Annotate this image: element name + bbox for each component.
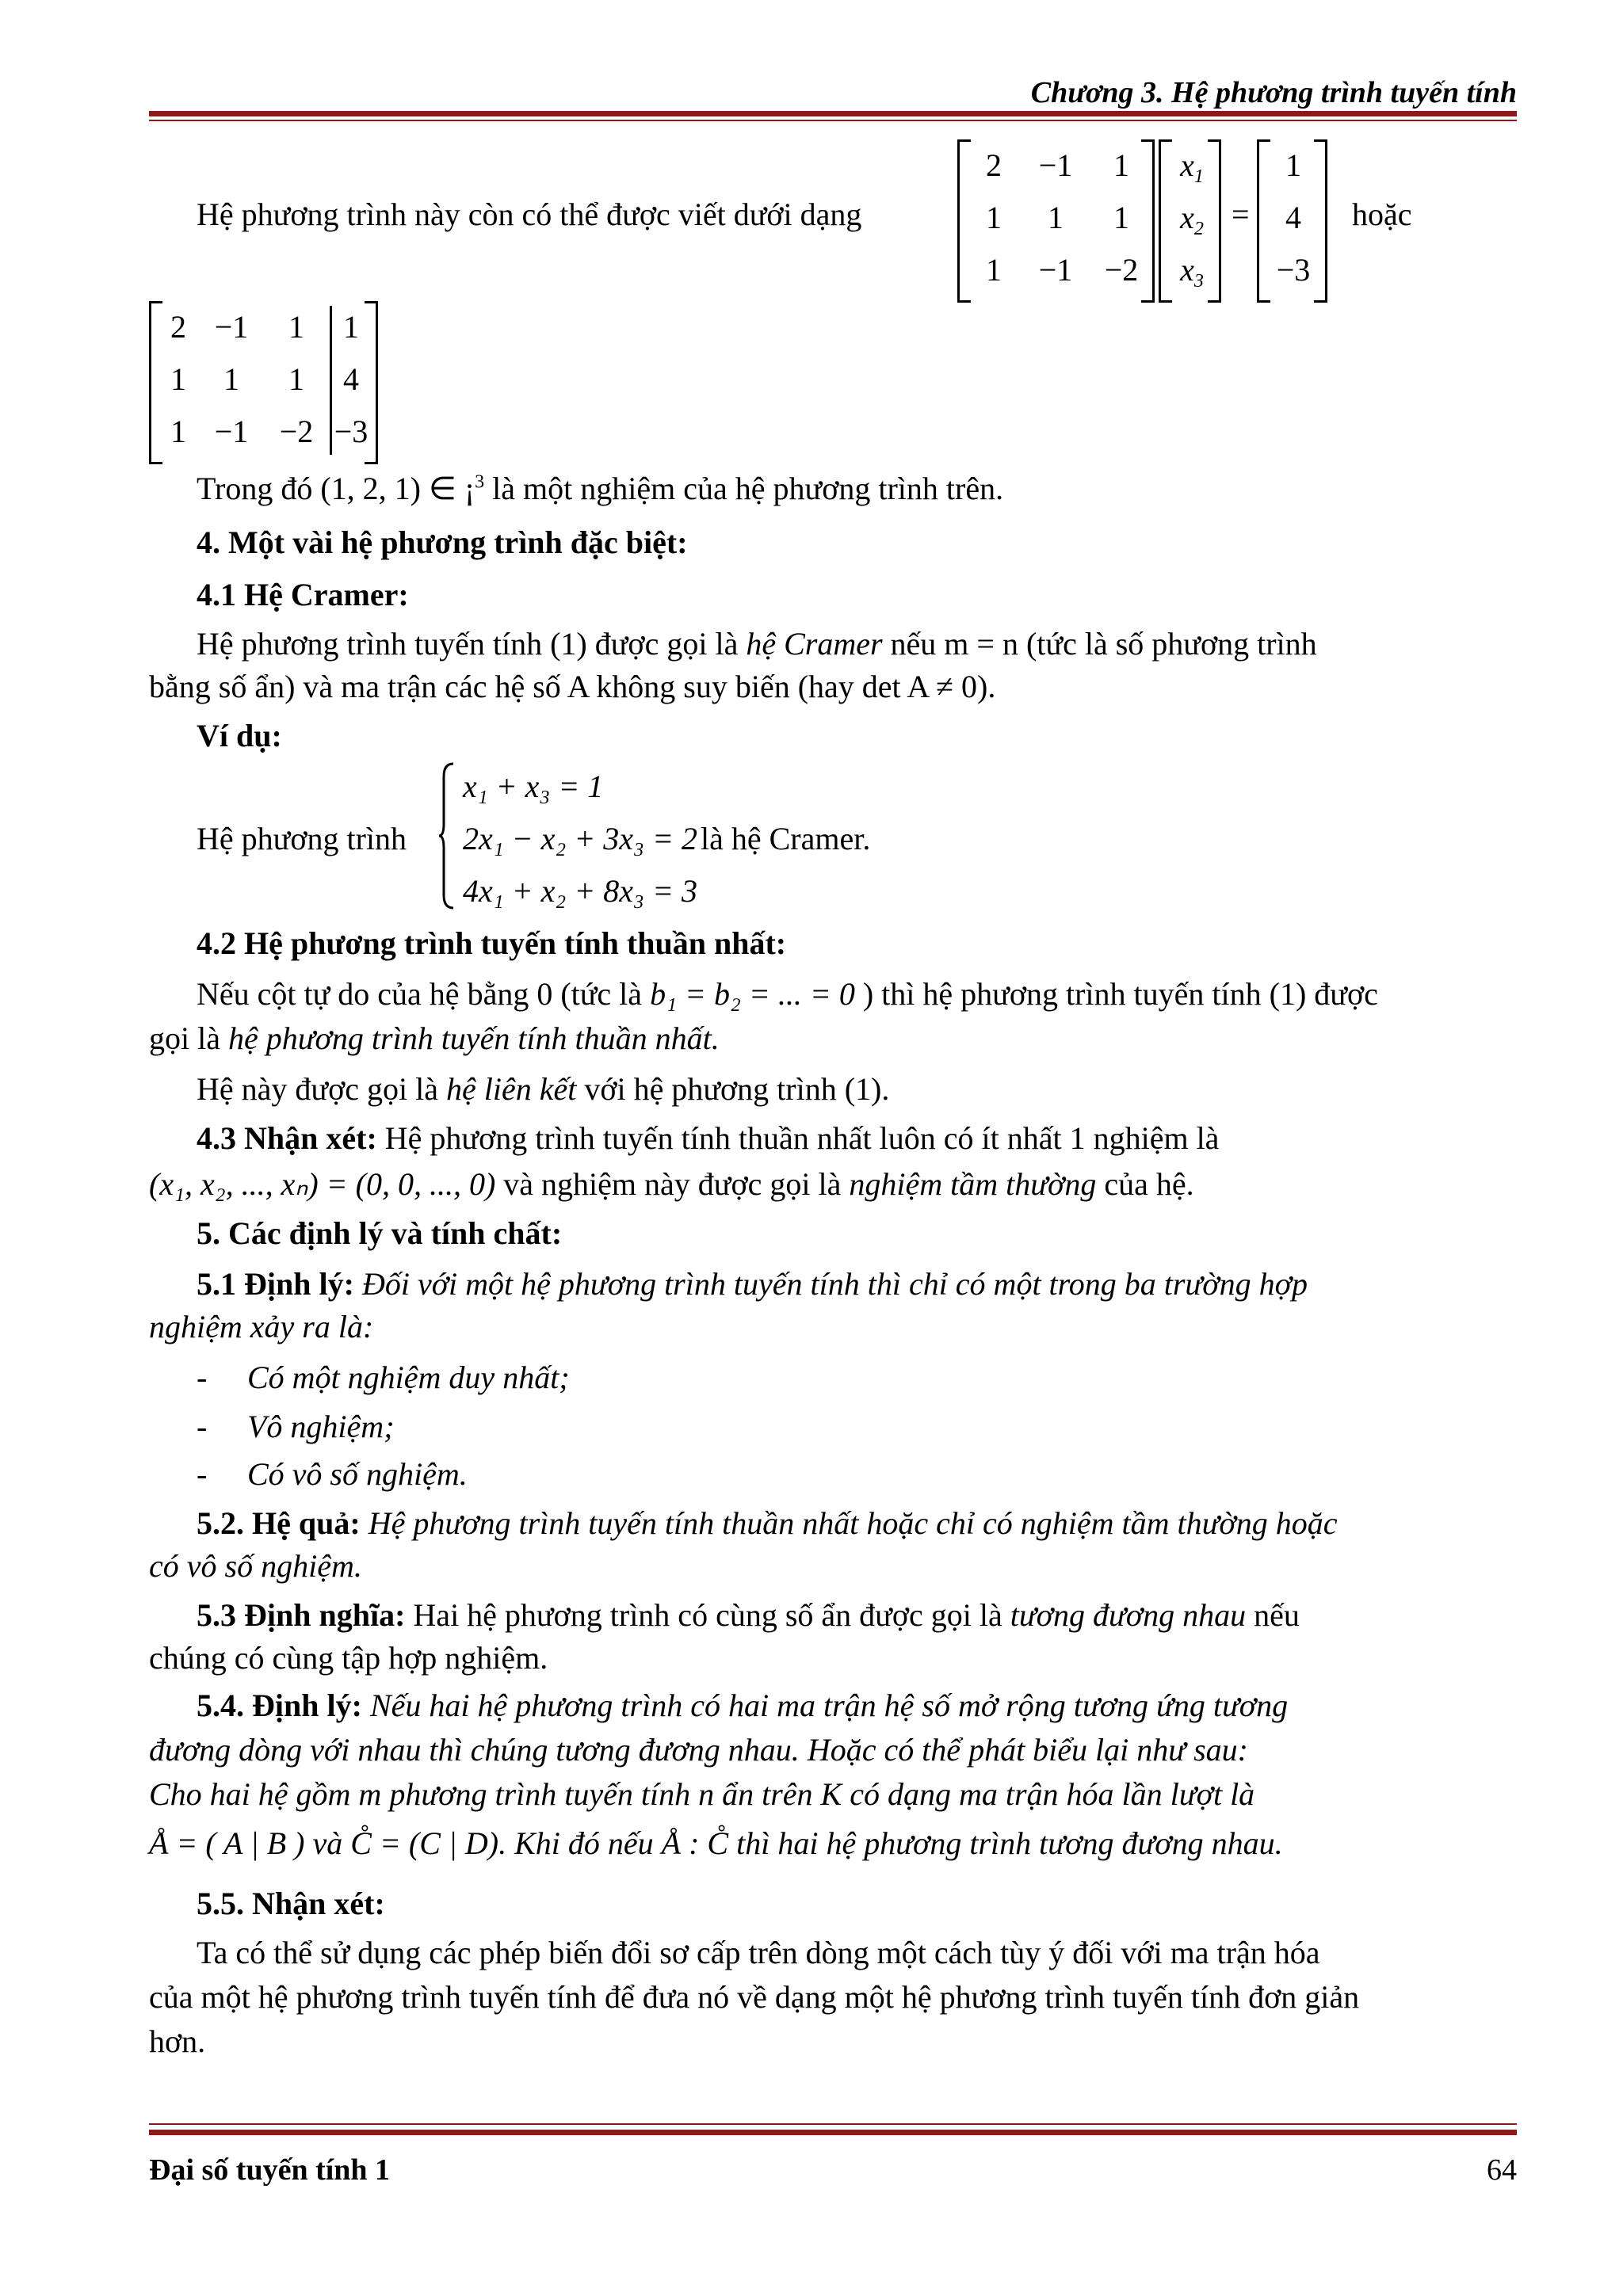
aug-cell: 1 xyxy=(288,361,304,397)
theorem-5-1-line-1: 5.1 Định lý: Đối với một hệ phương trình tuyến tính thì chỉ có một trong ba trường hợp xyxy=(197,1266,1308,1302)
coef-cell: −1 xyxy=(1038,252,1073,288)
example-title: Ví dụ: xyxy=(197,718,282,753)
remark-5-5-line-3: hơn. xyxy=(149,2023,206,2059)
cramer-line-2: bằng số ẩn) và ma trận các hệ số A không suy biến (hay det A ≠ 0). xyxy=(149,669,996,704)
section-4-2-title: 4.2 Hệ phương trình tuyến tính thuần nhất: xyxy=(197,925,787,961)
coef-matrix xyxy=(967,139,1152,296)
solution-line: Trong đó (1, 2, 1) ∈ ¡$^3$ là một nghiệm của hệ phương trình trên. xyxy=(197,471,1004,506)
list-dash: - xyxy=(197,1360,208,1395)
list-dash: - xyxy=(197,1456,208,1492)
theorem-5-4-line-4: Å = ( A | B ) và C̊ = (C | D). Khi đó nếu Å : C̊ thì hai hệ phương trình tương đương nhau. xyxy=(149,1825,1283,1861)
definition-5-3-line-1: 5.3 Định nghĩa: Hai hệ phương trình có cùng số ẩn được gọi là tương đương nhau nếu xyxy=(197,1597,1300,1633)
augmented-right-bracket xyxy=(365,301,378,464)
aug-cell: 4 xyxy=(343,361,359,397)
homog-line-2: gọi là hệ phương trình tuyến tính thuần nhất. xyxy=(149,1020,720,1056)
coef-cell: −1 xyxy=(1038,147,1073,183)
section-4-1-title: 4.1 Hệ Cramer: xyxy=(197,577,409,612)
system-brace xyxy=(437,761,456,911)
coef-cell: 1 xyxy=(986,200,1002,235)
corollary-5-2-line-1: 5.2. Hệ quả: Hệ phương trình tuyến tính thuần nhất hoặc chỉ có nghiệm tầm thường hoặc xyxy=(197,1505,1338,1541)
theorem-5-1-line-2: nghiệm xảy ra là: xyxy=(149,1309,374,1344)
var-cell: $x_1$ xyxy=(1180,147,1204,187)
aug-cell: 1 xyxy=(288,309,304,345)
coef-cell: 2 xyxy=(986,147,1002,183)
rhs-cell: 1 xyxy=(1285,147,1301,183)
coef-matrix-right-bracket xyxy=(1141,139,1155,303)
intro-text: Hệ phương trình này còn có thể được viết dưới dạng xyxy=(197,196,862,232)
example-prefix: Hệ phương trình xyxy=(197,821,407,856)
section-4-title: 4. Một vài hệ phương trình đặc biệt: xyxy=(197,524,688,560)
header-rule-thin xyxy=(149,120,1517,121)
augmented-divider xyxy=(330,306,332,455)
list-item: Có một nghiệm duy nhất; xyxy=(247,1360,570,1395)
coef-cell: 1 xyxy=(986,252,1002,288)
aug-cell: −1 xyxy=(214,414,249,449)
cramer-line-1: Hệ phương trình tuyến tính (1) được gọi là hệ Cramer nếu m = n (tức là số phương trình xyxy=(197,626,1317,662)
aug-cell: 1 xyxy=(223,361,239,397)
aug-cell: −3 xyxy=(334,414,369,449)
footer-book-title: Đại số tuyến tính 1 xyxy=(149,2153,391,2187)
coef-cell: 1 xyxy=(1113,200,1129,235)
equation-1: x₁ + x₃ = 1 xyxy=(463,769,604,804)
footer-rule-thick xyxy=(149,2130,1517,2135)
homog-line-1: Nếu cột tự do của hệ bằng 0 (tức là b₁ = b₂ = ... = 0 ) thì hệ phương trình tuyến tính (1) được xyxy=(197,976,1378,1012)
list-item: Có vô số nghiệm. xyxy=(247,1456,468,1492)
remark-5-5-title: 5.5. Nhận xét: xyxy=(197,1886,385,1921)
header-rule-thick xyxy=(149,111,1517,116)
corollary-5-2-line-2: có vô số nghiệm. xyxy=(149,1548,362,1584)
aug-cell: 2 xyxy=(170,309,186,345)
var-vector-right-bracket xyxy=(1208,139,1221,303)
equation-3: 4x₁ + x₂ + 8x₃ = 3 xyxy=(463,873,697,909)
rhs-cell: 4 xyxy=(1285,200,1301,235)
chapter-header: Chương 3. Hệ phương trình tuyến tính xyxy=(1030,76,1517,109)
remark-4-3-line-1: 4.3 Nhận xét: Hệ phương trình tuyến tính thuần nhất luôn có ít nhất 1 nghiệm là xyxy=(197,1120,1220,1156)
coef-cell: −2 xyxy=(1104,252,1139,288)
aug-cell: −2 xyxy=(279,414,314,449)
equation-2: 2x₁ − x₂ + 3x₃ = 2 xyxy=(463,821,697,856)
or-word: hoặc xyxy=(1352,196,1412,232)
remark-4-3-line-2: (x₁, x₂, ..., xₙ) = (0, 0, ..., 0) và nghiệm này được gọi là nghiệm tầm thường của hệ. xyxy=(149,1166,1194,1202)
aug-cell: 1 xyxy=(343,309,359,345)
rhs-vector-right-bracket xyxy=(1314,139,1327,303)
aug-cell: −1 xyxy=(214,309,249,345)
theorem-5-4-line-2: đương dòng với nhau thì chúng tương đương nhau. Hoặc có thể phát biểu lại như sau: xyxy=(149,1732,1248,1768)
list-dash: - xyxy=(197,1409,208,1444)
equals-sign: = xyxy=(1232,196,1250,232)
aug-cell: 1 xyxy=(170,361,186,397)
remark-5-5-line-2: của một hệ phương trình tuyến tính để đưa nó về dạng một hệ phương trình tuyến tính đơn giản xyxy=(149,1979,1360,2015)
var-cell: $x_2$ xyxy=(1180,200,1204,239)
rhs-cell: −3 xyxy=(1276,252,1311,288)
augmented-matrix xyxy=(158,301,374,458)
coef-cell: 1 xyxy=(1048,200,1064,235)
theorem-5-4-line-1: 5.4. Định lý: Nếu hai hệ phương trình có hai ma trận hệ số mở rộng tương ứng tương xyxy=(197,1688,1289,1723)
page-number: 64 xyxy=(1487,2153,1517,2187)
coef-cell: 1 xyxy=(1113,147,1129,183)
footer-rule-thin xyxy=(149,2123,1517,2125)
section-5-title: 5. Các định lý và tính chất: xyxy=(197,1215,563,1251)
remark-5-5-line-1: Ta có thể sử dụng các phép biến đổi sơ cấp trên dòng một cách tùy ý đối với ma trận hóa xyxy=(197,1935,1320,1970)
var-cell: $x_3$ xyxy=(1180,252,1204,292)
homog-line-3: Hệ này được gọi là hệ liên kết với hệ phương trình (1). xyxy=(197,1071,890,1107)
list-item: Vô nghiệm; xyxy=(247,1409,395,1444)
aug-cell: 1 xyxy=(170,414,186,449)
definition-5-3-line-2: chúng có cùng tập hợp nghiệm. xyxy=(149,1640,548,1676)
example-suffix: là hệ Cramer. xyxy=(701,821,871,856)
theorem-5-4-line-3: Cho hai hệ gồm m phương trình tuyến tính n ẩn trên K có dạng ma trận hóa lần lượt là xyxy=(149,1776,1255,1812)
